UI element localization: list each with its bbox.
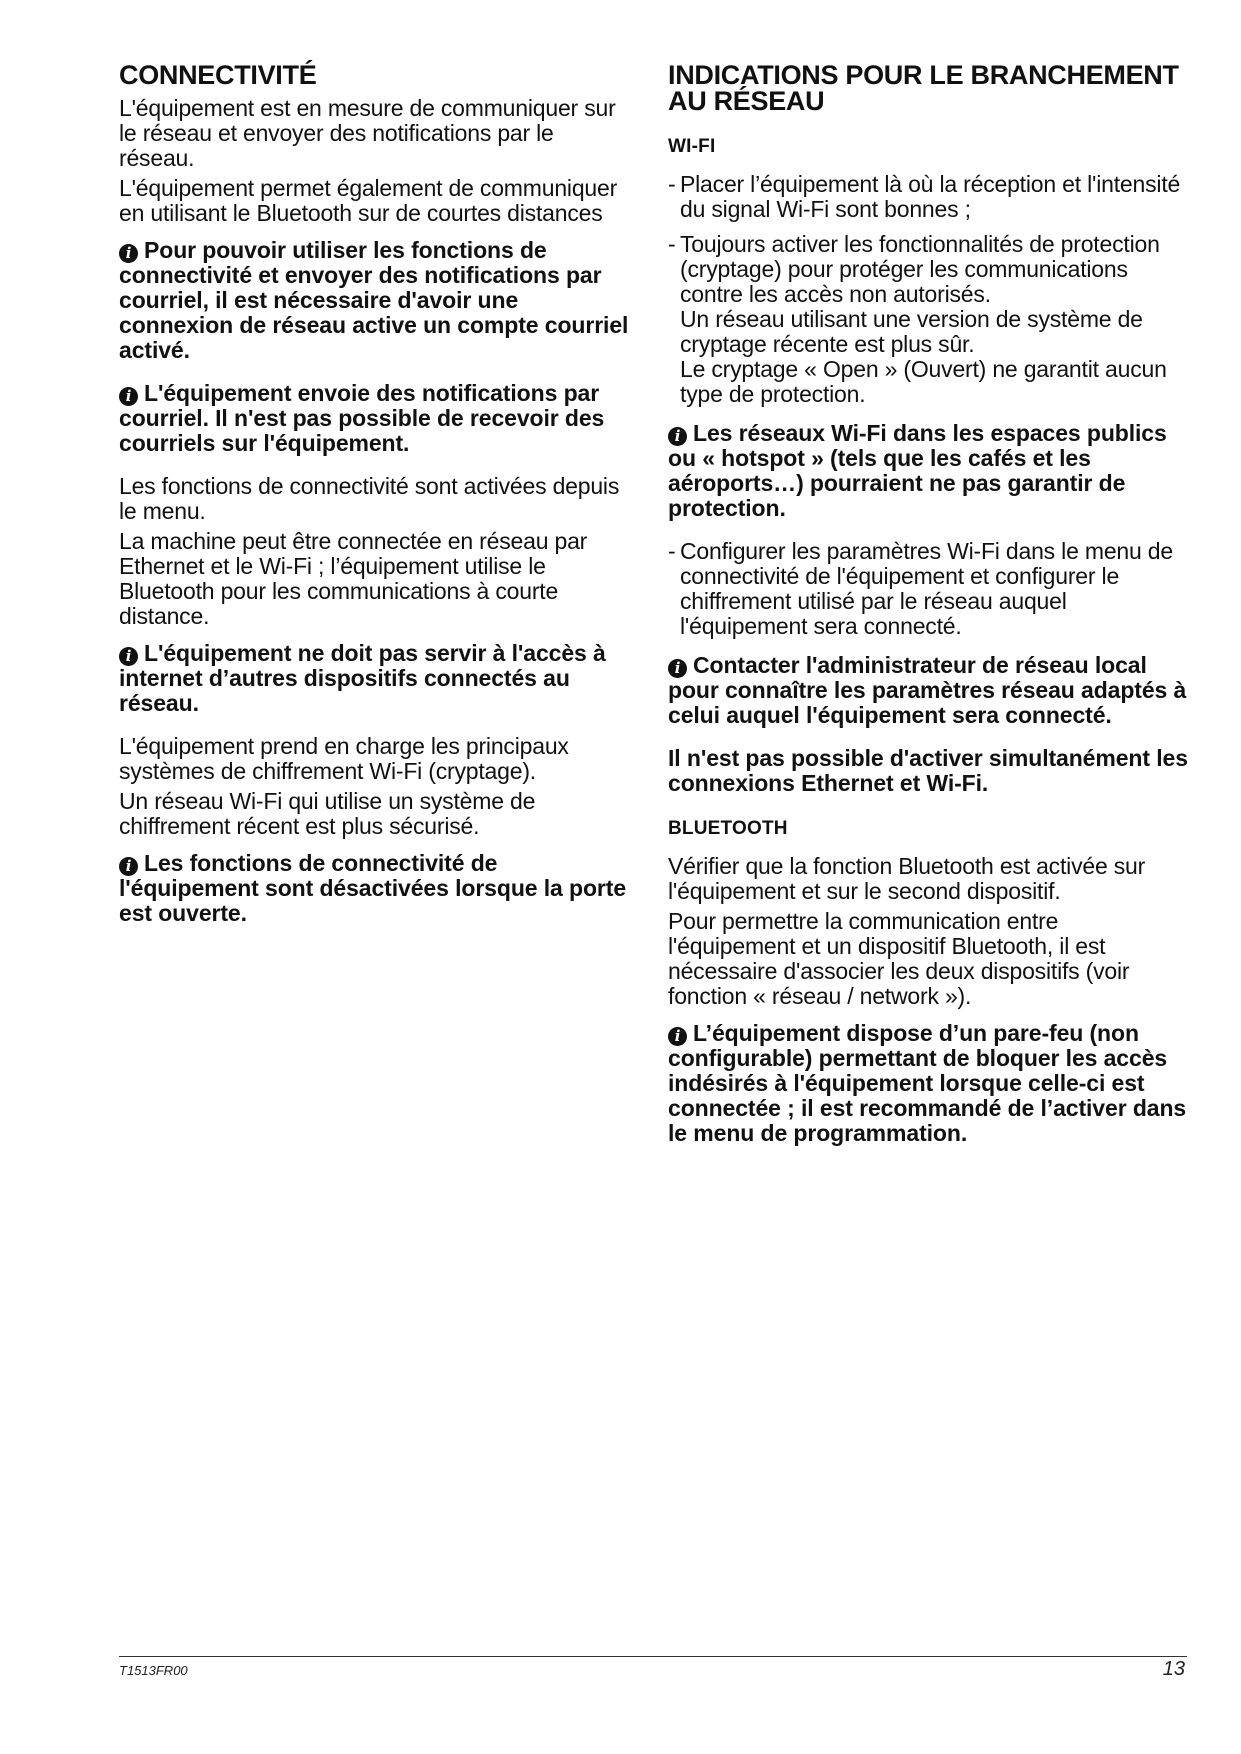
info-note-text: L’équipement dispose d’un pare-feu (non configurable) permettant de bloquer les accès indésirés à l'équipement lorsque celle-ci est connectée ; il est recommandé de l’activer dans le menu de programmation. [668, 1020, 1187, 1146]
footer-divider [119, 1656, 1187, 1657]
info-note-text: L'équipement envoie des notifications par courriel. Il n'est pas possible de recevoir des courriels sur l'équipement. [119, 380, 605, 456]
info-note [668, 421, 1188, 521]
page-number: 13 [1162, 1658, 1185, 1680]
subsection-heading-bluetooth: BLUETOOTH [668, 818, 788, 839]
list-item-text: Configurer les paramètres Wi-Fi dans le menu de connectivité de l'équipement et configurer le chiffrement utilisé par le réseau auquel l'équipement sera connecté. [680, 538, 1173, 639]
info-icon: i [668, 427, 687, 446]
info-note-text: Contacter l'administrateur de réseau local pour connaître les paramètres réseau adaptés à celui auquel l'équipement sera connecté. [668, 652, 1187, 728]
list-item [668, 232, 1188, 407]
list-item-subtext: Le cryptage « Open » (Ouvert) ne garantit aucun type de protection. [680, 356, 1167, 407]
info-icon: i [119, 387, 138, 406]
document-code: T1513FR00 [119, 1663, 188, 1678]
bold-note: Il n'est pas possible d'activer simultanément les connexions Ethernet et Wi-Fi. [668, 745, 1188, 796]
info-note [668, 653, 1188, 728]
paragraph: La machine peut être connectée en réseau par Ethernet et le Wi-Fi ; l’équipement utilise le Bluetooth pour les communications à courte distance. [119, 528, 588, 629]
info-icon: i [119, 857, 138, 876]
info-note-text: Les réseaux Wi-Fi dans les espaces publics ou « hotspot » (tels que les cafés et les aéroports…) pourraient ne pas garantir de protection. [668, 420, 1167, 521]
paragraph: L'équipement est en mesure de communiquer sur le réseau et envoyer des notifications par le réseau. [119, 95, 616, 171]
info-note [119, 238, 631, 363]
wifi-list [668, 172, 1188, 407]
info-note-text: Les fonctions de connectivité de l'équipement sont désactivées lorsque la porte est ouverte. [119, 850, 627, 926]
subsection-heading-wifi: WI-FI [668, 136, 716, 157]
wifi-list-config [668, 539, 1188, 639]
info-note [119, 381, 631, 456]
info-icon: i [668, 1027, 687, 1046]
info-note [119, 641, 631, 716]
info-note-text: L'équipement ne doit pas servir à l'accès à internet d’autres dispositifs connectés au réseau. [119, 640, 606, 716]
info-icon: i [119, 647, 138, 666]
info-note-text: Pour pouvoir utiliser les fonctions de connectivité et envoyer des notifications par courriel, il est nécessaire d'avoir une connexion de réseau active un compte courriel activé. [119, 237, 629, 363]
info-icon: i [668, 659, 687, 678]
paragraph: Les fonctions de connectivité sont activées depuis le menu. [119, 473, 620, 524]
list-item [668, 172, 1188, 222]
list-item [668, 539, 1188, 639]
section-title-branchement: INDICATIONS POUR LE BRANCHEMENT AU RÉSEAU [668, 60, 1179, 116]
paragraph: L'équipement prend en charge les principaux systèmes de chiffrement Wi-Fi (cryptage). [119, 733, 569, 784]
right-column [668, 62, 1188, 1164]
paragraph: Un réseau Wi-Fi qui utilise un système de chiffrement récent est plus sécurisé. [119, 788, 536, 839]
info-note [668, 1021, 1188, 1146]
paragraph: Vérifier que la fonction Bluetooth est activée sur l'équipement et sur le second dispositif. [668, 853, 1146, 904]
section-title-connectivite: CONNECTIVITÉ [119, 60, 317, 90]
paragraph: L'équipement permet également de communiquer en utilisant le Bluetooth sur de courtes distances [119, 175, 618, 226]
paragraph: Pour permettre la communication entre l'équipement et un dispositif Bluetooth, il est nécessaire d'associer les deux dispositifs (voir fonction « réseau / network »). [668, 908, 1130, 1009]
info-icon: i [119, 244, 138, 263]
left-column [119, 62, 631, 944]
list-item-text: Toujours activer les fonctionnalités de protection (cryptage) pour protéger les communications contre les accès non autorisés. [680, 231, 1160, 307]
list-item-text: Placer l’équipement là où la réception et l'intensité du signal Wi-Fi sont bonnes ; [680, 171, 1181, 222]
info-note [119, 851, 631, 926]
list-item-subtext: Un réseau utilisant une version de système de cryptage récente est plus sûr. [680, 306, 1143, 357]
